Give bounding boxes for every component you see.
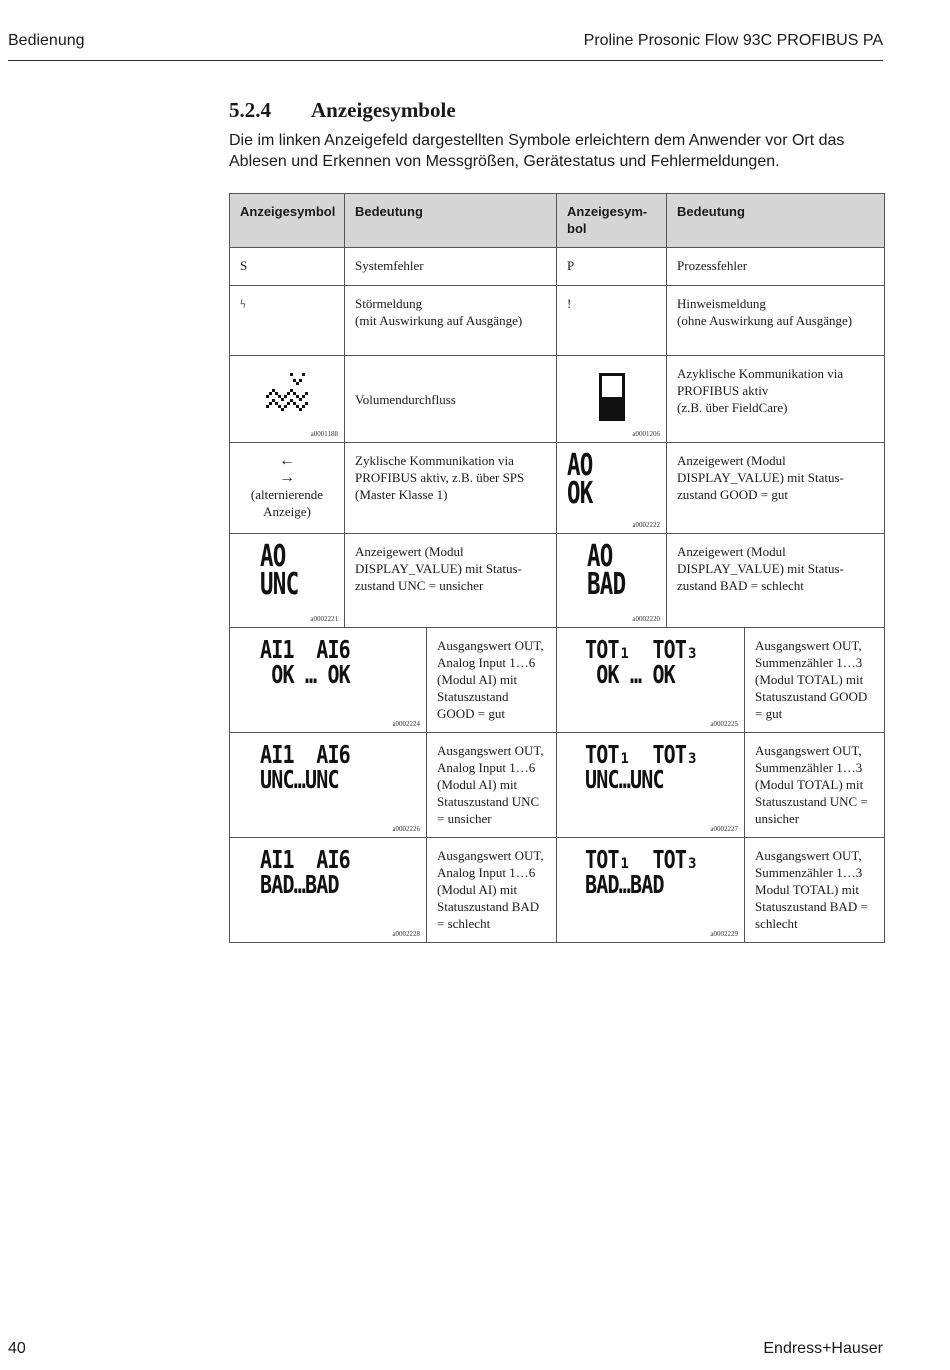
figure-id: a0002229 — [710, 930, 739, 938]
figure-id: a0002220 — [632, 615, 661, 623]
symbol-cell — [230, 628, 427, 733]
symbol-cell — [230, 443, 345, 534]
figure-id: a0002225 — [710, 720, 739, 728]
figure-id: a0002221 — [310, 615, 338, 623]
lcd-text: TOT₁ TOT₃ — [585, 740, 698, 769]
arrow-left-icon: ← — [279, 452, 295, 469]
figure-id: a0002228 — [392, 930, 420, 938]
symbol-cell — [230, 356, 345, 443]
meaning-cell: Störmeldung (mit Auswirkung auf Ausgänge) — [345, 286, 557, 356]
section-number: 5.2.4 — [229, 98, 271, 122]
lcd-text: BAD…BAD — [260, 870, 339, 899]
meaning-cell: Systemfehler — [345, 248, 557, 286]
col-header-symbol-2: Anzeigesym- bol — [557, 194, 667, 248]
table-row — [230, 628, 885, 733]
meaning-cell: Prozessfehler — [667, 248, 885, 286]
symbol-cell — [230, 733, 427, 838]
section-intro: Die im linken Anzeigefeld dargestellten Symbole erleichtern dem Anwender vor Ort das Ablesen und Erkennen von Messgrößen, Gerätestatus und Fehlermeldungen. — [229, 132, 845, 170]
table-row — [230, 248, 885, 286]
table-row — [230, 443, 885, 534]
volume-flow-icon — [262, 371, 312, 417]
meaning-cell: Ausgangswert OUT, Summenzähler 1…3 Modul TOTAL) mit Statuszustand BAD = schlecht — [745, 838, 885, 943]
acyclic-communication-icon — [599, 373, 625, 421]
meaning-cell: Anzeigewert (Modul DISPLAY_VALUE) mit Status-zustand BAD = schlecht — [667, 534, 885, 628]
col-header-meaning-1: Bedeutung — [345, 194, 557, 248]
symbol-cell — [557, 356, 667, 443]
lcd-text: OK — [567, 476, 593, 511]
symbol-table — [229, 193, 885, 943]
lcd-text: AO — [587, 539, 613, 574]
table-row — [230, 286, 885, 356]
figure-id: a0001206 — [632, 430, 661, 438]
meaning-cell: Ausgangswert OUT, Analog Input 1…6 (Modul AI) mit Statuszustand UNC = unsicher — [427, 733, 557, 838]
meaning-cell: Ausgangswert OUT, Analog Input 1…6 (Modul AI) mit Statuszustand GOOD = gut — [427, 628, 557, 733]
meaning-cell: Ausgangswert OUT, Analog Input 1…6 (Modul AI) mit Statuszustand BAD = schlecht — [427, 838, 557, 943]
lcd-text: AO — [260, 539, 286, 574]
lcd-text: AI1 AI6 — [260, 740, 350, 769]
meaning-cell: Zyklische Kommunikation via PROFIBUS aktiv, z.B. über SPS (Master Klasse 1) — [345, 443, 557, 534]
meaning-cell: Ausgangswert OUT, Summenzähler 1…3 (Modul TOTAL) mit Statuszustand UNC = unsicher — [745, 733, 885, 838]
symbol-cell — [557, 443, 667, 534]
col-header-meaning-2: Bedeutung — [667, 194, 885, 248]
lcd-text: UNC…UNC — [585, 765, 664, 794]
meaning-cell: Azyklische Kommunikation via PROFIBUS aktiv (z.B. über FieldCare) — [667, 356, 885, 443]
figure-id: a0002227 — [710, 825, 739, 833]
meaning-cell: Ausgangswert OUT, Summenzähler 1…3 (Modul TOTAL) mit Statuszustand GOOD = gut — [745, 628, 885, 733]
symbol-cell — [557, 534, 667, 628]
symbol-cell: ! — [557, 286, 667, 356]
alternating-display-label: (alternierende Anzeige) — [250, 487, 324, 519]
lcd-text: AO — [567, 448, 593, 483]
figure-id: a0002222 — [632, 521, 661, 529]
lcd-text: OK … OK — [260, 660, 350, 689]
footer-brand: Endress+Hauser — [763, 1340, 883, 1357]
col-header-symbol-1: Anzeigesymbol — [230, 194, 345, 248]
figure-id: a0002224 — [392, 720, 420, 728]
lcd-text: UNC…UNC — [260, 765, 339, 794]
symbol-cell — [557, 733, 745, 838]
page-number: 40 — [8, 1340, 26, 1357]
table-row — [230, 534, 885, 628]
meaning-cell: Volumendurchfluss — [345, 356, 557, 443]
lcd-text: TOT₁ TOT₃ — [585, 635, 698, 664]
section-title: Anzeigesymbole — [311, 98, 456, 122]
symbol-cell: ϟ — [230, 286, 345, 356]
symbol-cell: S — [230, 248, 345, 286]
lcd-text: BAD…BAD — [585, 870, 664, 899]
header-rule — [8, 60, 883, 61]
header-document-title: Proline Prosonic Flow 93C PROFIBUS PA — [583, 32, 883, 49]
lcd-text: OK … OK — [585, 660, 675, 689]
lcd-text: UNC — [260, 567, 299, 602]
table-row — [230, 356, 885, 443]
symbol-cell — [230, 838, 427, 943]
figure-id: a0002226 — [392, 825, 420, 833]
table-header-row — [230, 194, 885, 248]
lcd-text: TOT₁ TOT₃ — [585, 845, 698, 874]
meaning-cell: Anzeigewert (Modul DISPLAY_VALUE) mit Status-zustand GOOD = gut — [667, 443, 885, 534]
table-row — [230, 733, 885, 838]
table-row — [230, 838, 885, 943]
symbol-cell: P — [557, 248, 667, 286]
arrow-right-icon: → — [279, 469, 295, 486]
lcd-text: BAD — [587, 567, 626, 602]
section-heading — [229, 98, 456, 123]
symbol-cell — [230, 534, 345, 628]
lcd-text: AI1 AI6 — [260, 635, 350, 664]
lcd-text: AI1 AI6 — [260, 845, 350, 874]
symbol-cell — [557, 838, 745, 943]
figure-id: a0001188 — [310, 430, 338, 438]
header-section-name: Bedienung — [8, 32, 85, 49]
symbol-cell — [557, 628, 745, 733]
meaning-cell: Anzeigewert (Modul DISPLAY_VALUE) mit Status-zustand UNC = unsicher — [345, 534, 557, 628]
meaning-cell: Hinweismeldung (ohne Auswirkung auf Ausgänge) — [667, 286, 885, 356]
